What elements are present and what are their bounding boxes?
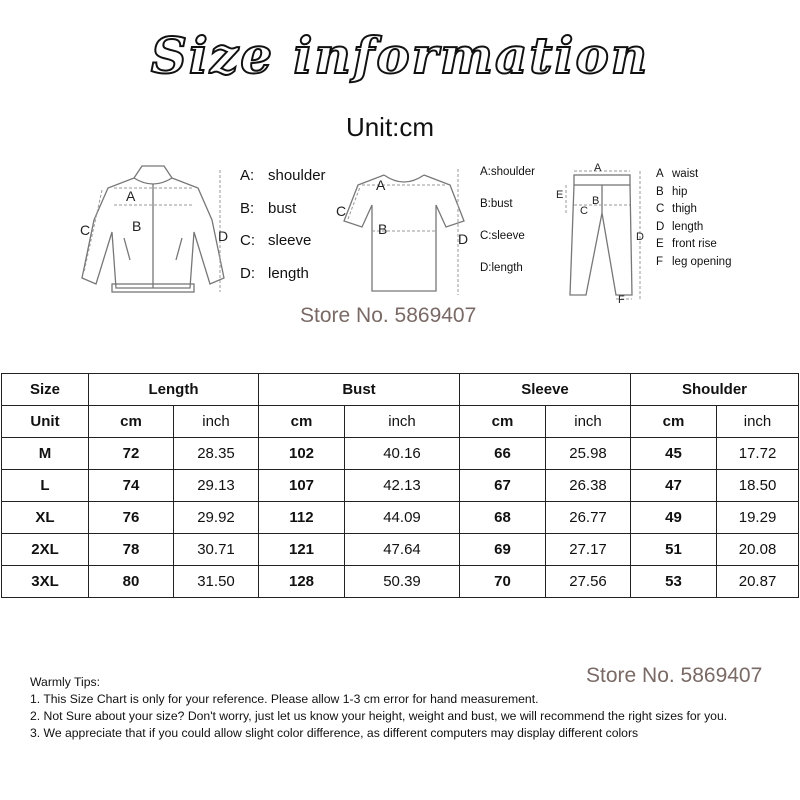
value-cell: 29.92 (174, 502, 259, 534)
group-header-bust: Bust (259, 374, 460, 406)
value-cell: 72 (89, 438, 174, 470)
unit-cell: inch (174, 406, 259, 438)
value-cell: 53 (631, 566, 717, 598)
unit-cell: inch (717, 406, 799, 438)
size-cell: XL (2, 502, 89, 534)
pants-letter-d: D (636, 231, 644, 243)
jacket-letter-b: B (132, 218, 142, 234)
value-cell: 67 (460, 470, 546, 502)
value-cell: 78 (89, 534, 174, 566)
value-cell: 121 (259, 534, 345, 566)
tshirt-diagram (334, 165, 474, 300)
value-cell: 25.98 (546, 438, 631, 470)
value-cell: 45 (631, 438, 717, 470)
unit-label: Unit:cm (345, 112, 435, 142)
pants-legend-item: F leg opening (656, 255, 732, 268)
pants-letter-c: C (580, 205, 588, 217)
tip-line: 2. Not Sure about your size? Don't worry, just let us know your height, weight and bust, we will recommend the right sizes for you. (30, 709, 728, 723)
table-header-row (2, 374, 799, 406)
unit-header: Unit (2, 406, 89, 438)
size-cell: 2XL (2, 534, 89, 566)
pants-letter-a: A (594, 162, 602, 174)
tshirt-legend-item: C: sleeve (480, 230, 525, 242)
value-cell: 47 (631, 470, 717, 502)
size-table (1, 373, 799, 598)
table-row (2, 534, 799, 566)
table-unit-row (2, 406, 799, 438)
tips-heading: Warmly Tips: (30, 675, 100, 689)
value-cell: 18.50 (717, 470, 799, 502)
unit-cell: cm (259, 406, 345, 438)
value-cell: 102 (259, 438, 345, 470)
value-cell: 49 (631, 502, 717, 534)
value-cell: 29.13 (174, 470, 259, 502)
tips-block (30, 674, 727, 742)
jacket-legend-item: A: shoulder (240, 167, 326, 184)
value-cell: 107 (259, 470, 345, 502)
tshirt-legend-item: A: shoulder (480, 166, 535, 178)
value-cell: 68 (460, 502, 546, 534)
jacket-diagram (72, 160, 237, 305)
value-cell: 80 (89, 566, 174, 598)
value-cell: 128 (259, 566, 345, 598)
jacket-legend-item: C: sleeve (240, 232, 312, 249)
tip-line: 3. We appreciate that if you could allow slight color difference, as different computers may display different colors (30, 726, 639, 740)
value-cell: 26.77 (546, 502, 631, 534)
jacket-legend-item: B: bust (240, 199, 297, 217)
jacket-letter-c: C (80, 222, 91, 238)
value-cell: 70 (460, 566, 546, 598)
value-cell: 27.56 (546, 566, 631, 598)
store-label-bottom: Store No. 5869407 (586, 664, 763, 687)
pants-legend-item: D length (656, 220, 704, 233)
value-cell: 26.38 (546, 470, 631, 502)
pants-diagram (556, 163, 652, 308)
value-cell: 28.35 (174, 438, 259, 470)
jacket-letter-d: D (218, 228, 229, 244)
value-cell: 76 (89, 502, 174, 534)
tshirt-letter-c: C (336, 203, 347, 219)
table-row (2, 470, 799, 502)
value-cell: 74 (89, 470, 174, 502)
table-row (2, 502, 799, 534)
tip-line: 1. This Size Chart is only for your reference. Please allow 1-3 cm error for hand measurement. (30, 692, 539, 706)
tshirt-letter-a: A (376, 177, 386, 193)
value-cell: 42.13 (345, 470, 460, 502)
unit-cell: inch (345, 406, 460, 438)
table-row (2, 438, 799, 470)
group-header-shoulder: Shoulder (631, 374, 799, 406)
group-header-length: Length (89, 374, 259, 406)
value-cell: 69 (460, 534, 546, 566)
page-title: Size information (150, 26, 650, 85)
value-cell: 17.72 (717, 438, 799, 470)
value-cell: 20.87 (717, 566, 799, 598)
value-cell: 30.71 (174, 534, 259, 566)
value-cell: 20.08 (717, 534, 799, 566)
value-cell: 112 (259, 502, 345, 534)
value-cell: 66 (460, 438, 546, 470)
tshirt-legend-item: B: bust (480, 198, 513, 210)
pants-letter-f: F (618, 294, 625, 306)
jacket-legend (240, 167, 326, 297)
pants-legend-item: E front rise (656, 238, 717, 250)
pants-legend-item: C thigh (656, 203, 697, 215)
tshirt-letter-b: B (378, 221, 388, 237)
value-cell: 47.64 (345, 534, 460, 566)
jacket-illustration (72, 160, 237, 305)
unit-cell: cm (631, 406, 717, 438)
unit-cell: inch (546, 406, 631, 438)
tshirt-legend-item: D: length (480, 262, 523, 274)
unit-cell: cm (460, 406, 546, 438)
pants-legend-item: B hip (656, 185, 688, 198)
value-cell: 50.39 (345, 566, 460, 598)
value-cell: 40.16 (345, 438, 460, 470)
value-cell: 51 (631, 534, 717, 566)
pants-legend (656, 168, 731, 273)
pants-legend-item: A waist (656, 168, 699, 180)
size-cell: M (2, 438, 89, 470)
value-cell: 19.29 (717, 502, 799, 534)
size-cell: L (2, 470, 89, 502)
tshirt-legend (480, 166, 535, 294)
tshirt-letter-d: D (458, 231, 469, 247)
pants-letter-e: E (556, 189, 564, 201)
jacket-letter-a: A (126, 188, 136, 204)
value-cell: 27.17 (546, 534, 631, 566)
size-cell: 3XL (2, 566, 89, 598)
jacket-legend-item: D: length (240, 264, 309, 282)
pants-letter-b: B (592, 195, 600, 207)
value-cell: 44.09 (345, 502, 460, 534)
table-row (2, 566, 799, 598)
unit-cell: cm (89, 406, 174, 438)
value-cell: 31.50 (174, 566, 259, 598)
group-header-sleeve: Sleeve (460, 374, 631, 406)
tshirt-illustration (334, 165, 474, 300)
store-label-top: Store No. 5869407 (300, 304, 477, 327)
size-header: Size (2, 374, 89, 406)
